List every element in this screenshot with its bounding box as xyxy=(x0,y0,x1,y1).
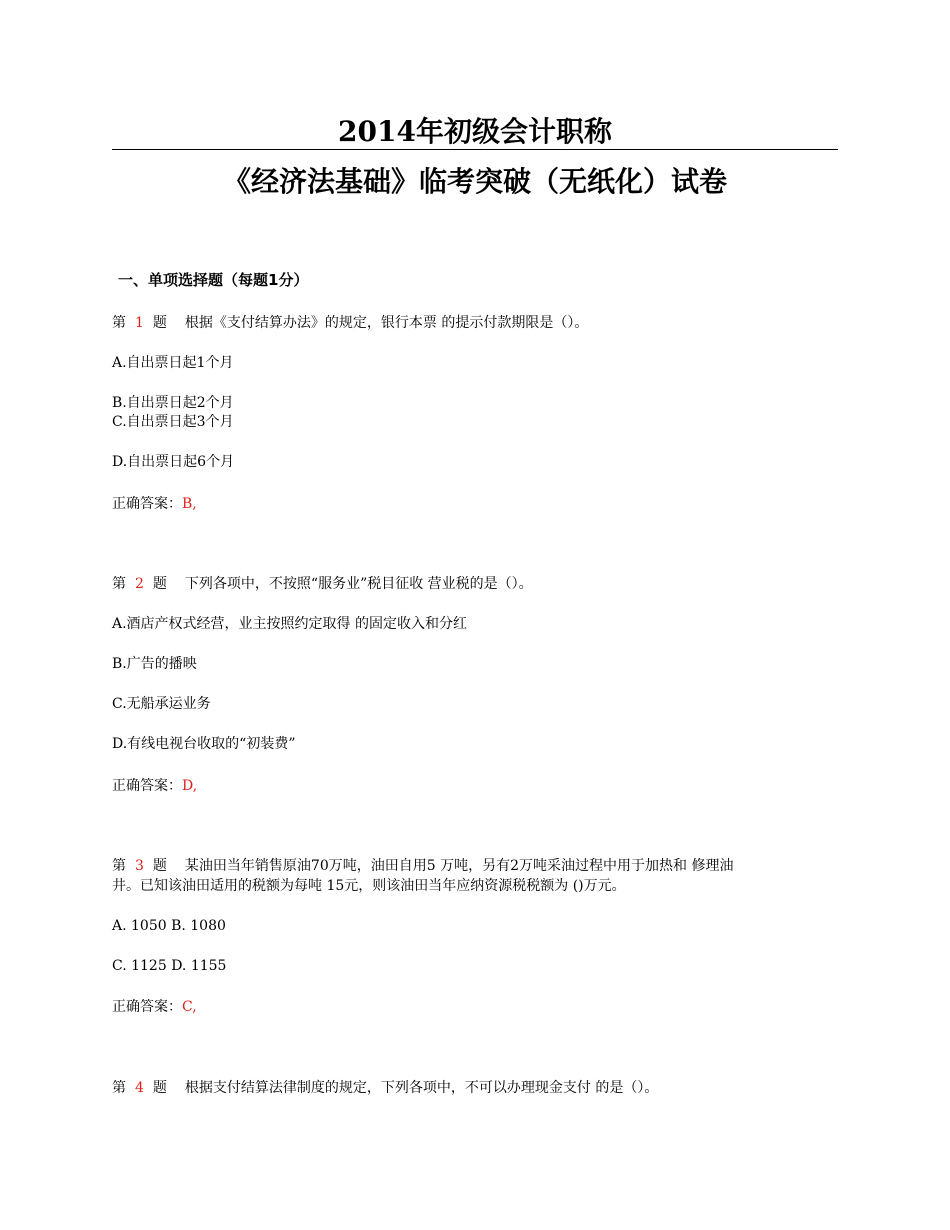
question-stem xyxy=(112,574,840,594)
options-c-d: C. 1125 D. 1155 xyxy=(112,958,227,974)
question-text-line2: 井。已知该油田适用的税额为每吨 15元，则该油田当年应纳资源税税额为 ()万元。 xyxy=(112,878,626,894)
answer-line xyxy=(112,776,840,796)
question-prefix: 第 xyxy=(112,576,126,592)
section-heading: 一、单项选择题（每题1分） xyxy=(118,271,309,289)
option-c: C.无船承运业务 xyxy=(112,696,211,712)
answer-label: 正确答案： xyxy=(112,999,182,1015)
answer-line xyxy=(112,494,840,514)
answer-line xyxy=(112,997,840,1017)
question-prefix: 第 xyxy=(112,1080,126,1096)
question-suffix: 题 xyxy=(152,858,167,874)
question-text: 根据支付结算法律制度的规定，下列各项中，不可以办理现金支付 的是（）。 xyxy=(184,1080,659,1096)
question-prefix: 第 xyxy=(112,315,126,331)
question-stem xyxy=(112,313,840,333)
option-d: D.有线电视台收取的“初装费” xyxy=(112,736,296,752)
option-c: C.自出票日起3个月 xyxy=(112,414,234,430)
question-number: 2 xyxy=(135,576,144,592)
answer-value: C, xyxy=(182,999,197,1015)
question-text: 根据《支付结算办法》的规定，银行本票 的提示付款期限是（）。 xyxy=(184,315,589,331)
option-a: A.酒店产权式经营，业主按照约定取得 的固定收入和分红 xyxy=(112,616,468,632)
option-b: B.广告的播映 xyxy=(112,656,197,672)
question-number: 4 xyxy=(135,1080,144,1096)
question-number: 3 xyxy=(135,858,144,874)
question-prefix: 第 xyxy=(112,858,126,874)
option-b: B.自出票日起2个月 xyxy=(112,395,234,411)
answer-label: 正确答案： xyxy=(112,496,182,512)
answer-value: B, xyxy=(182,496,197,512)
answer-value: D, xyxy=(182,778,198,794)
title-divider xyxy=(112,149,838,150)
question-stem xyxy=(112,1078,840,1098)
question-text-line1: 某油田当年销售原油70万吨，油田自用5 万吨，另有2万吨采油过程中用于加热和 修理油 xyxy=(184,858,734,874)
question-text: 下列各项中，不按照“服务业”税目征收 营业税的是（）。 xyxy=(184,576,533,592)
question-suffix: 题 xyxy=(152,576,167,592)
option-d: D.自出票日起6个月 xyxy=(112,454,235,470)
answer-label: 正确答案： xyxy=(112,778,182,794)
question-number: 1 xyxy=(135,315,144,331)
question-suffix: 题 xyxy=(152,315,167,331)
document-title-line1: 2014年初级会计职称 xyxy=(338,115,612,148)
question-stem xyxy=(112,856,840,876)
options-a-b: A. 1050 B. 1080 xyxy=(112,918,226,934)
document-title-line2: 《经济法基础》临考突破（无纸化）试卷 xyxy=(222,165,727,198)
question-suffix: 题 xyxy=(152,1080,167,1096)
option-a: A.自出票日起1个月 xyxy=(112,355,234,371)
